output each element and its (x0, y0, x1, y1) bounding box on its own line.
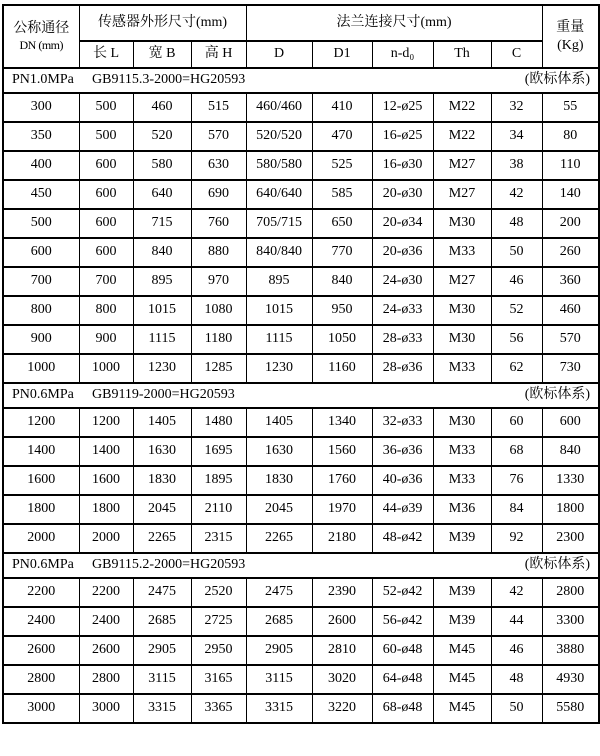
table-cell: 300 (3, 93, 79, 122)
table-row (3, 607, 599, 636)
table-cell: 950 (312, 296, 372, 325)
table-cell: 20-ø30 (372, 180, 433, 209)
table-cell: M39 (433, 607, 491, 636)
section-header-row (3, 383, 599, 408)
table-cell: 500 (79, 93, 133, 122)
header-nominal-diameter (3, 5, 79, 68)
header-row-groups (3, 5, 599, 41)
table-cell: 84 (491, 495, 542, 524)
header-col-length-l: 长 L (79, 41, 133, 68)
table-cell: M36 (433, 495, 491, 524)
table-cell: 2520 (191, 578, 246, 607)
table-cell: 520 (133, 122, 191, 151)
table-cell: 16-ø30 (372, 151, 433, 180)
table-cell: 2400 (79, 607, 133, 636)
header-weight-label: 重量 (556, 20, 585, 35)
table-row (3, 296, 599, 325)
table-cell: 1760 (312, 466, 372, 495)
table-cell: 32-ø33 (372, 408, 433, 437)
table-cell: M30 (433, 296, 491, 325)
table-cell: 450 (3, 180, 79, 209)
table-row (3, 437, 599, 466)
table-cell: 2810 (312, 636, 372, 665)
table-cell: 410 (312, 93, 372, 122)
table-row (3, 325, 599, 354)
table-header (3, 5, 599, 68)
table-cell: 1695 (191, 437, 246, 466)
table-cell: 2000 (79, 524, 133, 553)
table-cell: 580/580 (246, 151, 312, 180)
table-cell: 2300 (542, 524, 599, 553)
table-cell: 1600 (79, 466, 133, 495)
table-cell: 3115 (246, 665, 312, 694)
table-row (3, 524, 599, 553)
table-cell: 900 (79, 325, 133, 354)
header-col-width-b: 宽 B (133, 41, 191, 68)
table-cell: 2200 (3, 578, 79, 607)
table-cell: 76 (491, 466, 542, 495)
table-cell: 3165 (191, 665, 246, 694)
table-cell: 2110 (191, 495, 246, 524)
table-cell: 46 (491, 636, 542, 665)
table-cell: 48 (491, 665, 542, 694)
table-cell: 64-ø48 (372, 665, 433, 694)
table-cell: 600 (79, 180, 133, 209)
table-cell: 1560 (312, 437, 372, 466)
table-cell: 700 (3, 267, 79, 296)
table-cell: M33 (433, 354, 491, 383)
table-cell: 840 (312, 267, 372, 296)
table-cell: 3000 (3, 694, 79, 723)
table-cell: 1800 (3, 495, 79, 524)
table-cell: 585 (312, 180, 372, 209)
table-cell: 840 (133, 238, 191, 267)
table-row (3, 267, 599, 296)
table-cell: 600 (3, 238, 79, 267)
table-cell: M22 (433, 93, 491, 122)
table-cell: 2475 (133, 578, 191, 607)
table-cell: 515 (191, 93, 246, 122)
table-cell: 3880 (542, 636, 599, 665)
section-header-cell (3, 383, 599, 408)
table-cell: 1200 (79, 408, 133, 437)
header-weight (542, 5, 599, 68)
table-cell: 1630 (246, 437, 312, 466)
table-cell: 3315 (133, 694, 191, 723)
table-cell: 60 (491, 408, 542, 437)
table-cell: 650 (312, 209, 372, 238)
table-cell: 2265 (133, 524, 191, 553)
table-cell: 630 (191, 151, 246, 180)
header-col-n-d0: n-d₀ (372, 41, 433, 68)
table-cell: 28-ø36 (372, 354, 433, 383)
table-cell: 800 (79, 296, 133, 325)
table-cell: 24-ø33 (372, 296, 433, 325)
table-cell: 92 (491, 524, 542, 553)
table-cell: 1050 (312, 325, 372, 354)
table-cell: 32 (491, 93, 542, 122)
table-row (3, 354, 599, 383)
table-cell: 2600 (3, 636, 79, 665)
table-cell: 840/840 (246, 238, 312, 267)
table-cell: 2800 (3, 665, 79, 694)
table-cell: 1230 (133, 354, 191, 383)
table-row (3, 209, 599, 238)
table-cell: 2400 (3, 607, 79, 636)
table-cell: 3000 (79, 694, 133, 723)
table-row (3, 151, 599, 180)
table-cell: 3115 (133, 665, 191, 694)
table-cell: 895 (133, 267, 191, 296)
table-cell: 360 (542, 267, 599, 296)
table-cell: M33 (433, 466, 491, 495)
table-cell: M30 (433, 408, 491, 437)
table-cell: 690 (191, 180, 246, 209)
table-cell: 44-ø39 (372, 495, 433, 524)
table-row (3, 694, 599, 723)
table-cell: M27 (433, 180, 491, 209)
table-cell: 1405 (133, 408, 191, 437)
table-cell: 2265 (246, 524, 312, 553)
section-header-row (3, 553, 599, 578)
table-cell: 1800 (79, 495, 133, 524)
table-cell: 16-ø25 (372, 122, 433, 151)
table-cell: 2045 (246, 495, 312, 524)
table-cell: 1400 (3, 437, 79, 466)
header-col-d: D (246, 41, 312, 68)
table-row (3, 122, 599, 151)
table-cell: 970 (191, 267, 246, 296)
table-cell: 2180 (312, 524, 372, 553)
header-group-sensor-dimensions: 传感器外形尺寸(mm) (79, 5, 246, 41)
table-cell: 200 (542, 209, 599, 238)
table-cell: 730 (542, 354, 599, 383)
table-cell: M39 (433, 524, 491, 553)
table-cell: M22 (433, 122, 491, 151)
header-col-height-h: 高 H (191, 41, 246, 68)
table-cell: 715 (133, 209, 191, 238)
table-cell: 4930 (542, 665, 599, 694)
table-cell: M45 (433, 665, 491, 694)
section-system-note: (欧标体系) (524, 387, 591, 403)
table-cell: 900 (3, 325, 79, 354)
table-cell: 68 (491, 437, 542, 466)
table-cell: M30 (433, 209, 491, 238)
header-col-th: Th (433, 41, 491, 68)
table-cell: 2390 (312, 578, 372, 607)
table-row (3, 578, 599, 607)
table-row (3, 636, 599, 665)
table-cell: 2475 (246, 578, 312, 607)
table-cell: 1180 (191, 325, 246, 354)
section-standard-code: GB9115.2-2000=HG20593 (92, 557, 246, 573)
table-cell: 1405 (246, 408, 312, 437)
table-row (3, 466, 599, 495)
table-cell: M45 (433, 636, 491, 665)
table-row (3, 93, 599, 122)
header-col-c: C (491, 41, 542, 68)
table-cell: 1160 (312, 354, 372, 383)
table-cell: 1080 (191, 296, 246, 325)
table-cell: 60-ø48 (372, 636, 433, 665)
table-cell: 3300 (542, 607, 599, 636)
table-cell: 460/460 (246, 93, 312, 122)
table-cell: 20-ø36 (372, 238, 433, 267)
table-cell: 2000 (3, 524, 79, 553)
table-cell: 2950 (191, 636, 246, 665)
table-row (3, 238, 599, 267)
table-cell: 640/640 (246, 180, 312, 209)
table-cell: 140 (542, 180, 599, 209)
table-row (3, 495, 599, 524)
section-header-cell (3, 553, 599, 578)
table-cell: 520/520 (246, 122, 312, 151)
table-cell: 12-ø25 (372, 93, 433, 122)
table-cell: 1830 (246, 466, 312, 495)
table-cell: 1895 (191, 466, 246, 495)
table-cell: 600 (79, 209, 133, 238)
table-row (3, 665, 599, 694)
section-system-note: (欧标体系) (524, 557, 591, 573)
table-cell: 50 (491, 238, 542, 267)
table-cell: 2905 (246, 636, 312, 665)
table-cell: 1285 (191, 354, 246, 383)
table-cell: 400 (3, 151, 79, 180)
header-nominal-diameter-unit: DN (mm) (19, 37, 63, 52)
table-cell: 880 (191, 238, 246, 267)
table-cell: 1230 (246, 354, 312, 383)
table-cell: 1330 (542, 466, 599, 495)
table-cell: 260 (542, 238, 599, 267)
table-row (3, 408, 599, 437)
table-cell: 600 (542, 408, 599, 437)
table-cell: 600 (79, 238, 133, 267)
header-row-columns (3, 41, 599, 68)
table-cell: 460 (542, 296, 599, 325)
header-weight-unit: (Kg) (557, 37, 584, 53)
table-cell: M33 (433, 238, 491, 267)
header-nominal-diameter-label: 公称通径 (13, 21, 70, 37)
table-cell: 840 (542, 437, 599, 466)
section-system-note: (欧标体系) (524, 72, 591, 88)
table-cell: 50 (491, 694, 542, 723)
table-row (3, 180, 599, 209)
section-header-cell (3, 68, 599, 93)
section-pressure-rating: PN0.6MPa (12, 387, 74, 403)
table-cell: 42 (491, 180, 542, 209)
table-cell: 470 (312, 122, 372, 151)
table-cell: M30 (433, 325, 491, 354)
table-cell: 44 (491, 607, 542, 636)
table-cell: 760 (191, 209, 246, 238)
table-cell: 460 (133, 93, 191, 122)
table-cell: 1830 (133, 466, 191, 495)
table-cell: 500 (79, 122, 133, 151)
table-cell: 55 (542, 93, 599, 122)
table-cell: 1340 (312, 408, 372, 437)
table-cell: 5580 (542, 694, 599, 723)
table-cell: M45 (433, 694, 491, 723)
table-cell: M27 (433, 267, 491, 296)
table-cell: M27 (433, 151, 491, 180)
table-cell: 3315 (246, 694, 312, 723)
table-cell: 800 (3, 296, 79, 325)
header-group-flange-dimensions: 法兰连接尺寸(mm) (246, 5, 542, 41)
table-cell: 1015 (133, 296, 191, 325)
table-cell: 28-ø33 (372, 325, 433, 354)
header-col-d1: D1 (312, 41, 372, 68)
table-cell: 570 (191, 122, 246, 151)
table-cell: 3220 (312, 694, 372, 723)
table-cell: 62 (491, 354, 542, 383)
table-cell: 1000 (79, 354, 133, 383)
table-cell: 1000 (3, 354, 79, 383)
table-cell: 1970 (312, 495, 372, 524)
table-cell: 56 (491, 325, 542, 354)
table-cell: 700 (79, 267, 133, 296)
table-cell: 1600 (3, 466, 79, 495)
dimension-spec-table (2, 4, 600, 724)
table-cell: 38 (491, 151, 542, 180)
table-cell: 40-ø36 (372, 466, 433, 495)
table-cell: 1630 (133, 437, 191, 466)
table-cell: 42 (491, 578, 542, 607)
table-cell: 1200 (3, 408, 79, 437)
section-standard-code: GB9115.3-2000=HG20593 (92, 72, 246, 88)
table-cell: 2600 (312, 607, 372, 636)
table-cell: 48-ø42 (372, 524, 433, 553)
section-header-row (3, 68, 599, 93)
table-cell: 36-ø36 (372, 437, 433, 466)
table-cell: 48 (491, 209, 542, 238)
table-cell: 46 (491, 267, 542, 296)
table-body (3, 68, 599, 723)
table-cell: 350 (3, 122, 79, 151)
table-cell: M39 (433, 578, 491, 607)
table-cell: 500 (3, 209, 79, 238)
table-cell: 80 (542, 122, 599, 151)
table-cell: 1115 (133, 325, 191, 354)
table-cell: 770 (312, 238, 372, 267)
table-cell: 3365 (191, 694, 246, 723)
table-cell: 2685 (246, 607, 312, 636)
table-cell: 1400 (79, 437, 133, 466)
table-cell: 34 (491, 122, 542, 151)
table-cell: 3020 (312, 665, 372, 694)
table-cell: 1480 (191, 408, 246, 437)
table-cell: 705/715 (246, 209, 312, 238)
table-cell: 1015 (246, 296, 312, 325)
table-cell: 20-ø34 (372, 209, 433, 238)
table-cell: 52-ø42 (372, 578, 433, 607)
table-cell: 895 (246, 267, 312, 296)
table-cell: 56-ø42 (372, 607, 433, 636)
table-cell: 68-ø48 (372, 694, 433, 723)
table-cell: 570 (542, 325, 599, 354)
table-cell: 24-ø30 (372, 267, 433, 296)
table-cell: 2315 (191, 524, 246, 553)
table-cell: 2725 (191, 607, 246, 636)
section-pressure-rating: PN1.0MPa (12, 72, 74, 88)
table-cell: 600 (79, 151, 133, 180)
section-standard-code: GB9119-2000=HG20593 (92, 387, 235, 403)
table-cell: 52 (491, 296, 542, 325)
section-pressure-rating: PN0.6MPa (12, 557, 74, 573)
table-cell: 640 (133, 180, 191, 209)
table-cell: 110 (542, 151, 599, 180)
table-cell: 1115 (246, 325, 312, 354)
table-cell: 2800 (542, 578, 599, 607)
table-cell: 525 (312, 151, 372, 180)
table-cell: M33 (433, 437, 491, 466)
table-cell: 580 (133, 151, 191, 180)
table-cell: 2685 (133, 607, 191, 636)
table-cell: 2800 (79, 665, 133, 694)
table-cell: 1800 (542, 495, 599, 524)
table-cell: 2600 (79, 636, 133, 665)
table-cell: 2045 (133, 495, 191, 524)
table-cell: 2905 (133, 636, 191, 665)
table-cell: 2200 (79, 578, 133, 607)
